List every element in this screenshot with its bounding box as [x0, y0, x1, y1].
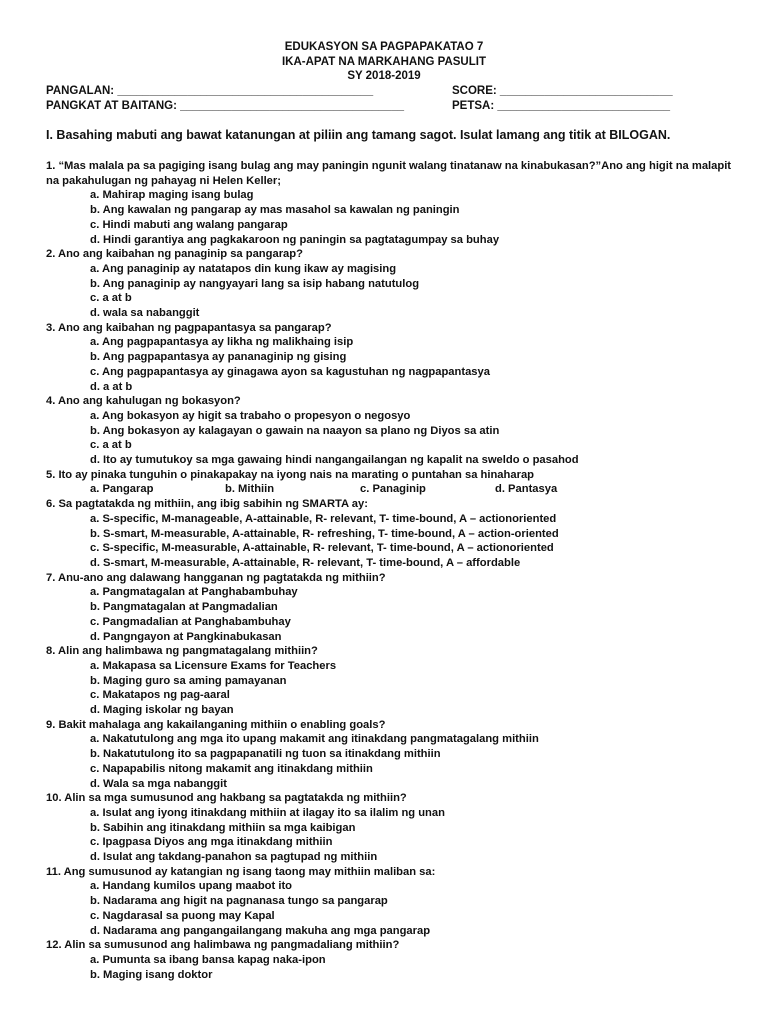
answer-choice: b. Mithiin: [225, 483, 275, 496]
exam-title: IKA-APAT NA MARKAHANG PASULIT: [281, 55, 486, 68]
answer-choice: c. Ipagpasa Diyos ang mga itinakdang mithiin: [90, 836, 333, 849]
question-item: [46, 321, 736, 395]
answer-choice-row: [46, 482, 736, 497]
answer-choice: a. Ang pagpapantasya ay likha ng malikhaing isip: [90, 336, 354, 349]
answer-choice: a. Makapasa sa Licensure Exams for Teachers: [90, 659, 337, 672]
question-item: [46, 938, 736, 982]
answer-choice: a. Handang kumilos upang maabot ito: [90, 880, 293, 893]
question-stem: 7. Anu-ano ang dalawang hangganan ng pagtatakda ng mithiin?: [46, 571, 386, 584]
answer-choice: a. Isulat ang iyong itinakdang mithiin at ilagay ito sa ilalim ng unan: [90, 806, 445, 819]
answer-choice: a. Ang bokasyon ay higit sa trabaho o propesyon o negosyo: [90, 409, 411, 422]
question-stem: 12. Alin sa sumusunod ang halimbawa ng pangmadaliang mithiin?: [46, 939, 400, 952]
question-item: [46, 791, 736, 865]
name-field: PANGALAN: ________________________________________: [46, 85, 374, 97]
answer-choice: c. Ang pagpapantasya ay ginagawa ayon sa kagustuhan ng nagpapantasya: [90, 365, 490, 378]
question-stem: 6. Sa pagtatakda ng mithiin, ang ibig sabihin ng SMARTA ay:: [46, 498, 368, 511]
question-stem: 2. Ano ang kaibahan ng panaginip sa pangarap?: [46, 248, 303, 261]
answer-choice: b. Maging guro sa aming pamayanan: [90, 674, 287, 687]
answer-choice: c. Makatapos ng pag-aaral: [90, 689, 230, 702]
question-item: [46, 718, 736, 792]
date-field: PETSA: ___________________________: [452, 99, 671, 112]
question-stem: 11. Ang sumusunod ay katangian ng isang taong may mithiin maliban sa:: [46, 865, 436, 878]
answer-choice: d. Nadarama ang pangangailangang makuha ang mga pangarap: [90, 924, 431, 937]
answer-choice: b. Nakatutulong ito sa pagpapanatili ng tuon sa itinakdang mithiin: [90, 748, 441, 761]
answer-choice: b. Ang kawalan ng pangarap ay mas masahol sa kawalan ng paningin: [90, 204, 460, 217]
answer-choice: b. Pangmatagalan at Pangmadalian: [90, 601, 278, 614]
question-stem: 4. Ano ang kahulugan ng bokasyon?: [46, 395, 241, 408]
answer-choice: d. S-smart, M-measurable, A-attainable, R- relevant, T- time-bound, A – affordable: [90, 556, 521, 569]
answer-choice: c. S-specific, M-measurable, A-attainable, R- relevant, T- time-bound, A – actionoriented: [90, 542, 554, 555]
question-item: [46, 159, 736, 247]
answer-choice: c. Hindi mabuti ang walang pangarap: [90, 218, 288, 231]
answer-choice: c. Napapabilis nitong makamit ang itinakdang mithiin: [90, 762, 373, 775]
answer-choice: c. Pangmadalian at Panghabambuhay: [90, 615, 291, 628]
answer-choice: d. a at b: [90, 380, 133, 393]
instructions: I. Basahing mabuti ang bawat katanungan at piliin ang tamang sagot. Isulat lamang ang titik at BILOGAN.: [46, 128, 671, 142]
question-stem: 10. Alin sa mga sumusunod ang hakbang sa pagtatakda ng mithiin?: [46, 792, 407, 805]
question-item: [46, 571, 736, 645]
question-item: [46, 468, 736, 497]
subject-title: EDUKASYON SA PAGPAPAKATAO 7: [284, 41, 484, 53]
answer-choice: c. a at b: [90, 292, 132, 305]
answer-choice: b. Ang pagpapantasya ay pananaginip ng gising: [90, 351, 347, 364]
answer-choice: d. Pangngayon at Pangkinabukasan: [90, 630, 282, 643]
exam-header: [0, 40, 768, 84]
question-stem: 5. Ito ay pinaka tunguhin o pinakapakay na iyong nais na marating o puntahan sa hinaharap: [46, 468, 534, 481]
section-field: PANGKAT AT BAITANG: ___________________________________: [46, 99, 404, 112]
answer-choice: c. Nagdarasal sa puong may Kapal: [90, 909, 275, 922]
answer-choice: b. Ang panaginip ay nangyayari lang sa isip habang natutulog: [90, 277, 420, 290]
answer-choice: a. Mahirap maging isang bulag: [90, 189, 254, 202]
answer-choice: b. S-smart, M-measurable, A-attainable, R- refreshing, T- time-bound, A – action-oriented: [90, 527, 559, 540]
answer-choice: a. S-specific, M-manageable, A-attainable, R- relevant, T- time-bound, A – actionoriented: [90, 512, 557, 525]
question-item: [46, 497, 736, 571]
answer-choice: b. Nadarama ang higit na pagnanasa tungo sa pangarap: [90, 895, 388, 908]
answer-choice: d. Wala sa mga nabanggit: [90, 777, 227, 790]
school-year: SY 2018-2019: [347, 70, 421, 82]
question-stem: 3. Ano ang kaibahan ng pagpapantasya sa pangarap?: [46, 321, 332, 334]
question-stem: 9. Bakit mahalaga ang kakailanganing mithiin o enabling goals?: [46, 718, 386, 731]
score-field: SCORE: ___________________________: [452, 85, 673, 97]
student-info-fields: [46, 84, 736, 113]
question-item: [46, 247, 736, 321]
question-item: [46, 865, 736, 939]
answer-choice: a. Pangarap: [90, 483, 154, 496]
answer-choice: a. Pumunta sa ibang bansa kapag naka-ipon: [90, 953, 326, 966]
question-stem: 1. “Mas malala pa sa pagiging isang bulag ang may paningin ngunit walang tinatanaw na kinabukasan?”Ano ang higit na malapit na pakahulugan ng pahayag ni Helen Keller;: [46, 160, 732, 187]
answer-choice: c. a at b: [90, 439, 132, 452]
answer-choice: d. Ito ay tumutukoy sa mga gawaing hindi nangangailangan ng kapalit na sweldo o pasahod: [90, 454, 579, 467]
answer-choice: d. Maging iskolar ng bayan: [90, 704, 234, 717]
answer-choice: a. Nakatutulong ang mga ito upang makamit ang itinakdang pangmatagalang mithiin: [90, 733, 539, 746]
question-item: [46, 394, 736, 468]
answer-choice: b. Sabihin ang itinakdang mithiin sa mga kaibigan: [90, 821, 356, 834]
answer-choice: d. Pantasya: [495, 483, 558, 496]
answer-choice: b. Ang bokasyon ay kalagayan o gawain na naayon sa plano ng Diyos sa atin: [90, 424, 500, 437]
answer-choice: a. Ang panaginip ay natatapos din kung ikaw ay magising: [90, 262, 397, 275]
question-stem: 8. Alin ang halimbawa ng pangmatagalang mithiin?: [46, 645, 318, 658]
answer-choice: a. Pangmatagalan at Panghabambuhay: [90, 586, 298, 599]
question-item: [46, 644, 736, 718]
answer-choice: d. wala sa nabanggit: [90, 307, 200, 320]
answer-choice: c. Panaginip: [360, 483, 426, 496]
answer-choice: d. Hindi garantiya ang pagkakaroon ng paningin sa pagtatagumpay sa buhay: [90, 233, 500, 246]
question-list: [46, 159, 736, 982]
answer-choice: d. Isulat ang takdang-panahon sa pagtupad ng mithiin: [90, 851, 378, 864]
answer-choice: b. Maging isang doktor: [90, 968, 213, 981]
